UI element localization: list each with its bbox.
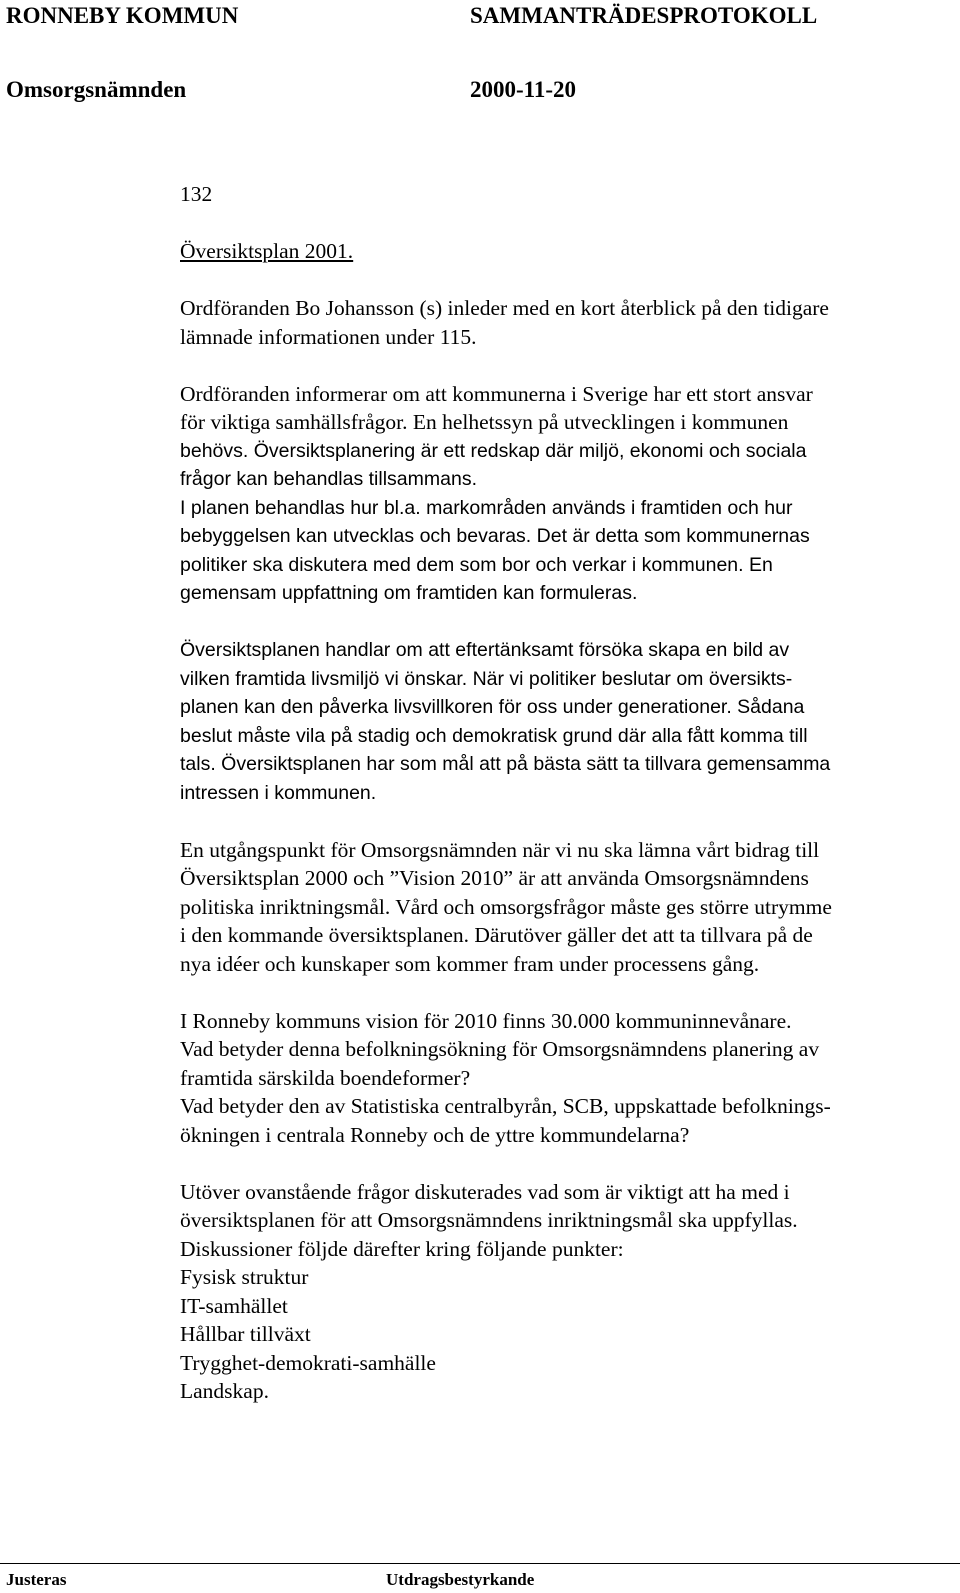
header-date: 2000-11-20: [470, 77, 577, 102]
header-doc-type: SAMMANTRÄDESPROTOKOLL: [470, 3, 818, 28]
utgangspunkt-line: nya idéer och kunskaper som kommer fram under processens gång.: [180, 951, 760, 976]
list-item: Trygghet-demokrati-samhälle: [180, 1350, 436, 1375]
info-line: Ordföranden informerar om att kommunerna i Sverige har ett stort ansvar: [180, 381, 813, 406]
list-item: Landskap.: [180, 1379, 269, 1403]
intro-line: Ordföranden Bo Johansson (s) inleder med en kort återblick på den tidigare: [180, 296, 829, 320]
utgangspunkt-line: i den kommande översiktsplanen. Därutöver gäller det att ta tillvara på de: [180, 923, 813, 947]
plan-line: vilken framtida livsmiljö vi önskar. När vi politiker beslutar om översikts-: [180, 667, 793, 690]
utgangspunkt-line: En utgångspunkt för Omsorgsnämnden när vi nu ska lämna vårt bidrag till: [180, 837, 820, 862]
vision-line: Vad betyder denna befolkningsökning för Omsorgsnämndens planering av: [180, 1037, 820, 1061]
header-committee: Omsorgsnämnden: [6, 77, 187, 102]
footer-justeras: Justeras: [6, 1570, 67, 1589]
info-line: gemensam uppfattning om framtiden kan formuleras.: [180, 582, 638, 604]
section-number: 132: [180, 182, 213, 206]
utgangspunkt-line: Översiktsplan 2000 och ”Vision 2010” är att använda Omsorgsnämndens: [180, 866, 809, 890]
info-line: behövs. Översiktsplanering är ett redskap där miljö, ekonomi och sociala: [180, 439, 807, 462]
info-line: bebyggelsen kan utvecklas och bevaras. Det är detta som kommunernas: [180, 525, 810, 547]
header-org: RONNEBY KOMMUN: [6, 3, 239, 28]
intro-line: lämnade informationen under 115.: [180, 324, 477, 349]
protocol-body: [180, 180, 945, 1406]
vision-paragraph: [180, 1007, 945, 1150]
utgangspunkt-line: politiska inriktningsmål. Vård och omsorgsfrågor måste ges större utrymme: [180, 894, 832, 919]
intro-paragraph: [180, 294, 945, 351]
plan-line: tals. Översiktsplanen har som mål att på bästa sätt ta tillvara gemensamma: [180, 753, 831, 775]
info-line: I planen behandlas hur bl.a. markområden används i framtiden och hur: [180, 496, 793, 519]
footer-utdragsbestyrkande: Utdragsbestyrkande: [386, 1570, 535, 1589]
list-item: Hållbar tillväxt: [180, 1322, 311, 1346]
footer-rule: [0, 1563, 960, 1564]
vision-line: framtida särskilda boendeformer?: [180, 1065, 471, 1090]
discussion-line: Diskussioner följde därefter kring följande punkter:: [180, 1236, 624, 1261]
utgangspunkt-paragraph: [180, 836, 945, 979]
section-title: Översiktsplan 2001.: [180, 239, 354, 263]
plan-line: Översiktsplanen handlar om att eftertänksamt försöka skapa en bild av: [180, 639, 790, 661]
info-line: frågor kan behandlas tillsammans.: [180, 468, 477, 490]
discussion-line: översiktsplanen för att Omsorgsnämndens inriktningsmål ska uppfyllas.: [180, 1208, 798, 1232]
vision-line: ökningen i centrala Ronneby och de yttre kommundelarna?: [180, 1122, 690, 1147]
info-line: politiker ska diskutera med dem som bor och verkar i kommunen. En: [180, 553, 773, 576]
plan-line: beslut måste vila på stadig och demokratisk grund där alla fått komma till: [180, 724, 808, 747]
info-line: för viktiga samhällsfrågor. En helhetssyn på utvecklingen i kommunen: [180, 410, 789, 434]
list-item: Fysisk struktur: [180, 1265, 309, 1289]
plan-line: planen kan den påverka livsvillkoren för oss under generationer. Sådana: [180, 696, 805, 718]
vision-line: Vad betyder den av Statistiska centralbyrån, SCB, uppskattade befolknings-: [180, 1094, 831, 1118]
plan-line: intressen i kommunen.: [180, 781, 377, 804]
plan-paragraph: [180, 636, 945, 807]
vision-line: I Ronneby kommuns vision för 2010 finns 30.000 kommuninnevånare.: [180, 1008, 792, 1033]
section-number-line: [180, 180, 945, 209]
list-item: IT-samhället: [180, 1293, 288, 1318]
discussion-line: Utöver ovanstående frågor diskuterades vad som är viktigt att ha med i: [180, 1179, 790, 1204]
discussion-paragraph: [180, 1178, 945, 1406]
info-paragraph: [180, 380, 945, 608]
